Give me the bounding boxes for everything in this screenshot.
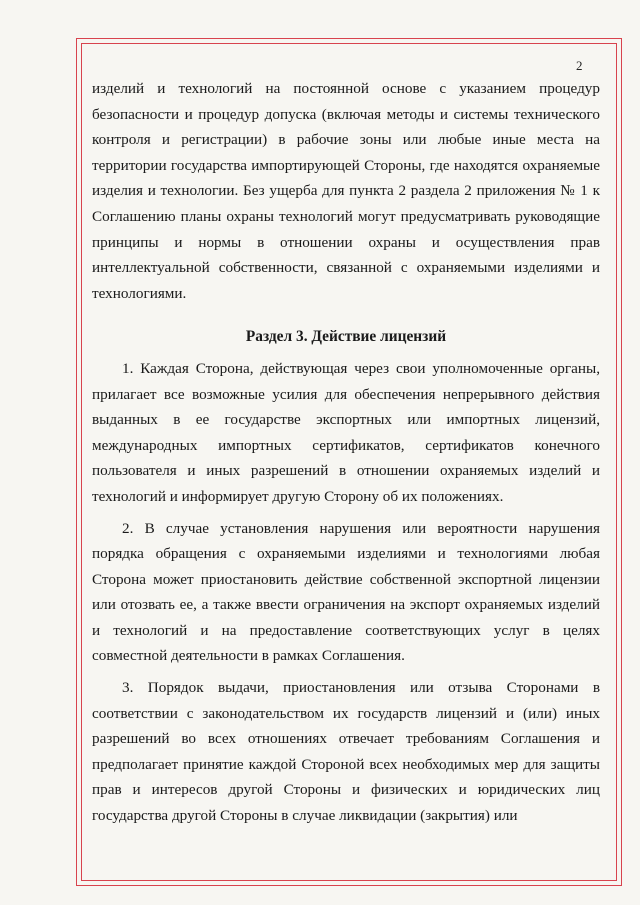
paragraph-continuation: изделий и технологий на постоянной основе с указанием процедур безопасности и процедур допуска (включая методы и системы технического контроля и регистрации) в рабочие зоны или любые иные места на территории государства импортирующей Стороны, где находятся охраняемые изделия и технологии. Без ущерба для пункта 2 раздела 2 приложения № 1 к Соглашению планы охраны технологий могут предусматривать руководящие принципы и нормы в отношении охраны и осуществления прав интеллектуальной собственности, связанной с охраняемыми изделиями и технологиями. bbox=[92, 80, 600, 302]
document-body bbox=[92, 76, 600, 829]
section-heading: Раздел 3. Действие лицензий bbox=[245, 328, 447, 346]
page-number: 2 bbox=[576, 58, 583, 73]
paragraph-2: 2. В случае установления нарушения или вероятности нарушения порядка обращения с охраняемыми изделиями и технологиями любая Сторона может приостановить действие собственной экспортной лицензии или отозвать ее, а также ввести ограничения на экспорт охраняемых изделий и технологий и на предоставление соответствующих услуг в целях совместной деятельности в рамках Соглашения. bbox=[92, 519, 600, 665]
paragraph-3: 3. Порядок выдачи, приостановления или отзыва Сторонами в соответствии с законодательством их государств лицензий и (или) иных разрешений во всех отношениях отвечает требованиям Соглашения и предполагает принятие каждой Стороной всех необходимых мер для защиты прав и интересов другой Стороны и физических и юридических лиц государства другой Стороны в случае ликвидации (закрытия) или bbox=[92, 679, 600, 825]
paragraph-1: 1. Каждая Сторона, действующая через свои уполномоченные органы, прилагает все возможные усилия для обеспечения непрерывного действия выданных в ее государстве экспортных или импортных лицензий, международных импортных сертификатов, сертификатов конечного пользователя и иных разрешений в отношении охраняемых изделий и технологий и информирует другую Сторону об их положениях. bbox=[92, 359, 600, 505]
